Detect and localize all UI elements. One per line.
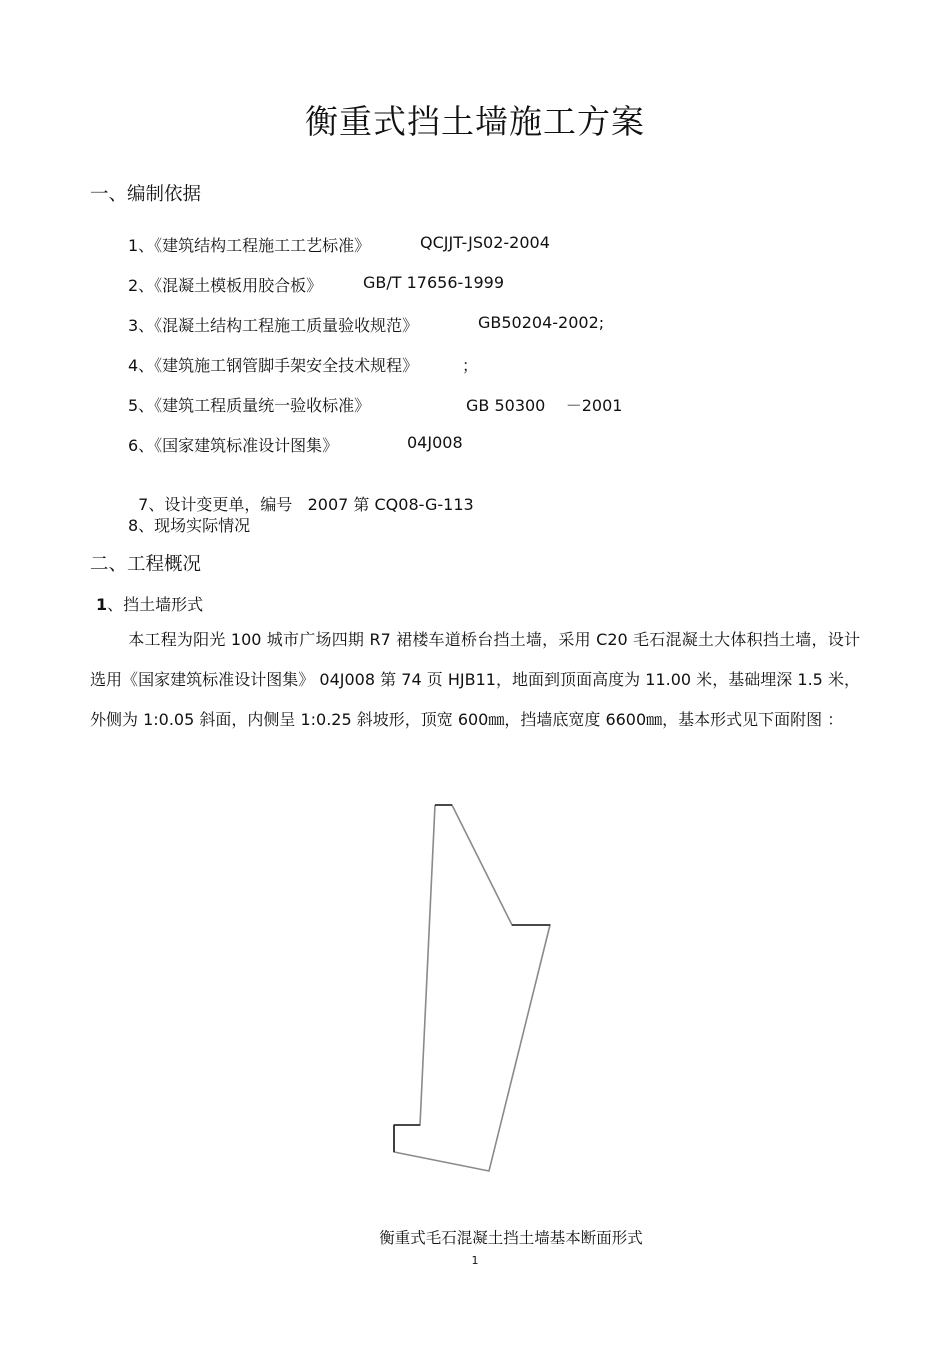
section-heading-overview: 二、工程概况 [90,554,202,575]
document-title: 衡重式挡土墙施工方案 [305,102,645,141]
reference-title: 2、《混凝土模板用胶合板》 [128,276,323,295]
overview-paragraph [90,620,860,740]
subsection-title: 、挡土墙形式 [107,595,204,614]
subsection-number: 1 [96,595,108,614]
reference-title: 7、设计变更单，编号 2007 第 CQ08-G-113 [138,495,474,514]
reference-item [128,393,623,416]
wall-outline [394,805,550,1171]
page-number: 1 [471,1254,479,1267]
reference-code: ； [462,356,479,375]
figure-caption: 衡重式毛石混凝土挡土墙基本断面形式 [379,1229,643,1247]
reference-item [128,433,463,456]
reference-title: 1、《建筑结构工程施工工艺标准》 [128,236,371,255]
reference-title: 8、现场实际情况 [128,516,251,535]
reference-item [128,513,250,536]
reference-code: 04J008 [407,433,463,452]
retaining-wall-section-drawing [380,795,570,1185]
reference-item [128,233,550,256]
reference-code: QCJJT-JS02-2004 [420,233,550,252]
reference-item [128,313,605,336]
reference-item [128,273,505,296]
reference-title: 3、《混凝土结构工程施工质量验收规范》 [128,316,419,335]
section-heading-basis: 一、编制依据 [90,184,202,205]
reference-title: 6、《国家建筑标准设计图集》 [128,436,339,455]
reference-code: GB 50300 －2001 [466,396,623,415]
reference-item [128,353,479,376]
reference-title: 5、《建筑工程质量统一验收标准》 [128,396,371,415]
overview-text: 本工程为阳光 100 城市广场四期 R7 裙楼车道桥台挡土墙，采用 C20 毛石混凝土大体积挡土墙，设计选用《国家建筑标准设计图集》 04J008 第 74 页 HJB11，地面到顶面高度为 11.00 米，基础埋深 1.5 米，外侧为 1:0.05 斜面，内侧呈 1:0.25 斜坡形，顶宽 600㎜，挡墙底宽度 6600㎜，基本形式见下面附图 ： [90,630,860,729]
reference-code: GB/T 17656-1999 [363,273,505,292]
reference-code: GB50204-2002; [478,313,605,332]
reference-item [128,473,474,515]
subsection-heading [96,592,203,615]
reference-title: 4、《建筑施工钢管脚手架安全技术规程》 [128,356,419,375]
